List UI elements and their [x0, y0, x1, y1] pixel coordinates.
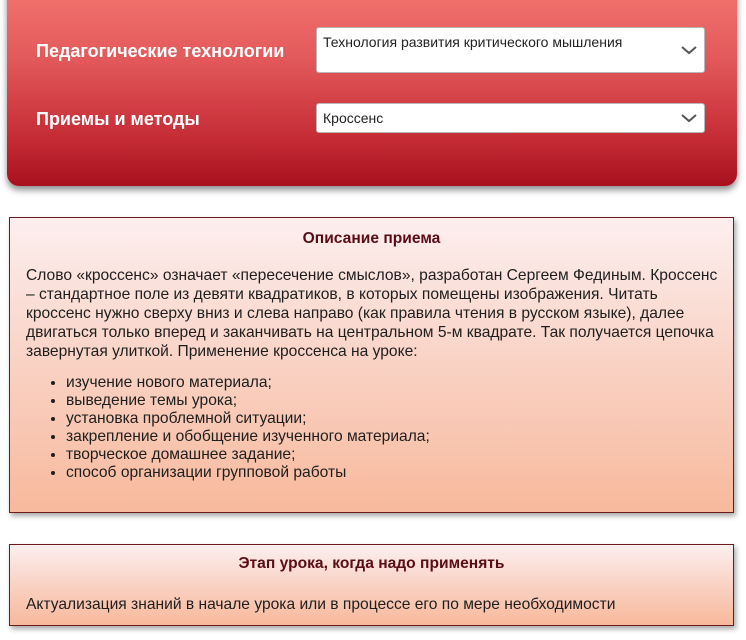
list-item: • творческое домашнее задание;	[66, 446, 430, 464]
lesson-stage-text: Актуализация знаний в начале урока или в процессе его по мере необходимости	[26, 596, 616, 613]
usage-list	[26, 374, 430, 482]
technology-label: Педагогические технологии	[36, 41, 285, 61]
method-select[interactable]	[316, 103, 705, 133]
chevron-down-icon	[680, 112, 698, 124]
list-item: • выведение темы урока;	[66, 392, 430, 410]
list-item: • изучение нового материала;	[66, 374, 430, 392]
list-item: • закрепление и обобщение изученного материала;	[66, 428, 430, 446]
list-item: • установка проблемной ситуации;	[66, 410, 430, 428]
description-card	[9, 217, 734, 513]
method-label: Приемы и методы	[36, 109, 200, 129]
technology-selected-value: Технология развития критического мышления	[323, 34, 623, 50]
description-title: Описание приема	[302, 230, 441, 247]
description-text: Слово «кроссенс» означает «пересечение смыслов», разработан Сергеем Фединым. Кроссенс – стандартное поле из девяти квадратиков, в которых помещены изображения. Читать кроссенс нужно сверху вниз и слева направо (как правила чтения в русском языке), далее двигаться только вперед и заканчивать на центральном 5-м квадрате. Так получается цепочка завернутая улиткой. Применение кроссенса на уроке:	[26, 267, 718, 360]
method-selected-value: Кроссенс	[323, 110, 384, 126]
filter-panel	[7, 0, 737, 186]
technology-select[interactable]	[316, 27, 705, 73]
list-item: • способ организации групповой работы	[66, 464, 430, 482]
lesson-stage-title: Этап урока, когда надо применять	[238, 555, 505, 572]
lesson-stage-card	[9, 544, 734, 626]
chevron-down-icon	[680, 44, 698, 56]
